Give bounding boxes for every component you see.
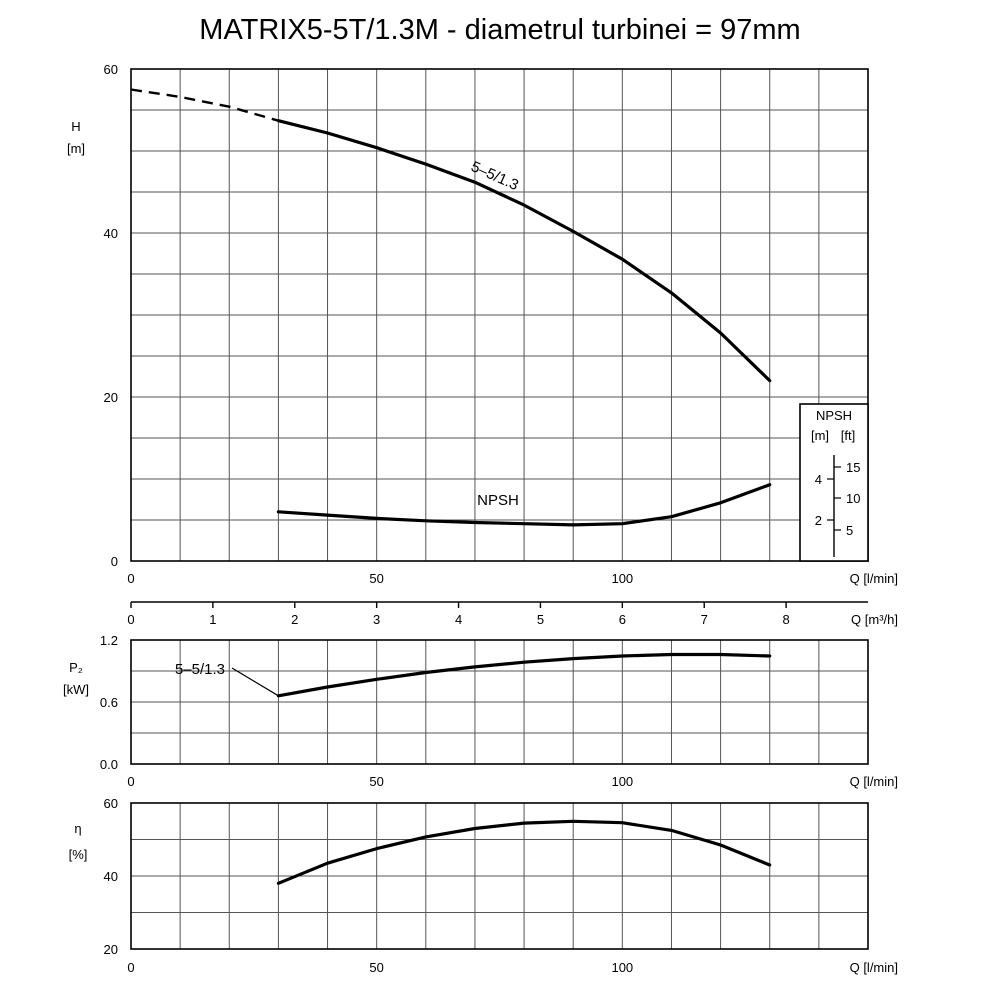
m3h-tick-label: 1 [209,612,217,627]
m3h-tick-label: 3 [373,612,381,627]
x-tick-label: 50 [369,774,384,789]
y-tick-label: 0.0 [99,757,118,772]
x-tick-label: 0 [127,571,135,586]
y-tick-label: 0.6 [99,695,118,710]
x-tick-label: 0 [127,774,135,789]
x-axis-label: Q [l/min] [849,774,898,789]
m3h-tick-label: 8 [782,612,790,627]
m3h-tick-label: 6 [618,612,626,627]
y-axis-unit: [kW] [63,682,89,697]
npsh-inset-unit-m: [m] [810,428,830,443]
y-axis-label: H [71,119,81,134]
x-axis-label: Q [l/min] [849,960,898,975]
x-tick-label: 100 [611,774,634,789]
npsh-inset [800,404,868,561]
y-tick-label: 1.2 [99,633,118,648]
m3h-tick-label: 4 [454,612,463,627]
npsh-inset-title: NPSH [815,408,853,423]
head-curve-label: 5–5/1.3 [468,158,522,195]
y-axis-label: P₂ [69,660,83,675]
power-panel [63,633,898,789]
m3h-axis-label: Q [m³/h] [851,612,898,627]
y-axis-unit: [%] [68,847,88,862]
y-tick-label: 40 [103,226,118,241]
y-axis-unit: [m] [66,141,86,156]
npsh-ft-tick-label: 10 [846,491,861,506]
npsh-m-tick-label: 4 [814,472,822,487]
m3h-tick-label: 2 [291,612,299,627]
head-panel [67,62,898,586]
x-tick-label: 100 [611,960,634,975]
y-tick-label: 40 [103,869,118,884]
x-tick-label: 50 [369,571,384,586]
y-tick-label: 0 [110,554,118,569]
efficiency-panel [69,796,898,975]
power-curve-label: 5–5/1.3 [174,661,226,678]
flow-m3h-axis [127,602,898,627]
y-tick-label: 60 [103,796,118,811]
m3h-tick-label: 0 [127,612,135,627]
y-tick-label: 20 [103,942,118,957]
npsh-inset-unit-ft: [ft] [840,428,856,443]
head-curve-extrapolated [131,90,278,121]
npsh-ft-tick-label: 15 [846,460,861,475]
y-axis-label: η [74,821,82,836]
npsh-curve-label: NPSH [477,492,519,509]
y-tick-label: 60 [103,62,118,77]
y-tick-label: 20 [103,390,118,405]
npsh-m-tick-label: 2 [814,513,822,528]
power-label-leader [232,668,278,696]
npsh-ft-tick-label: 5 [846,523,854,538]
m3h-tick-label: 5 [536,612,545,627]
x-tick-label: 100 [611,571,634,586]
m3h-tick-label: 7 [700,612,708,627]
x-tick-label: 0 [127,960,135,975]
x-axis-label: Q [l/min] [849,571,898,586]
x-tick-label: 50 [369,960,384,975]
chart-title: MATRIX5-5T/1.3M - diametrul turbinei = 97mm [199,14,801,46]
